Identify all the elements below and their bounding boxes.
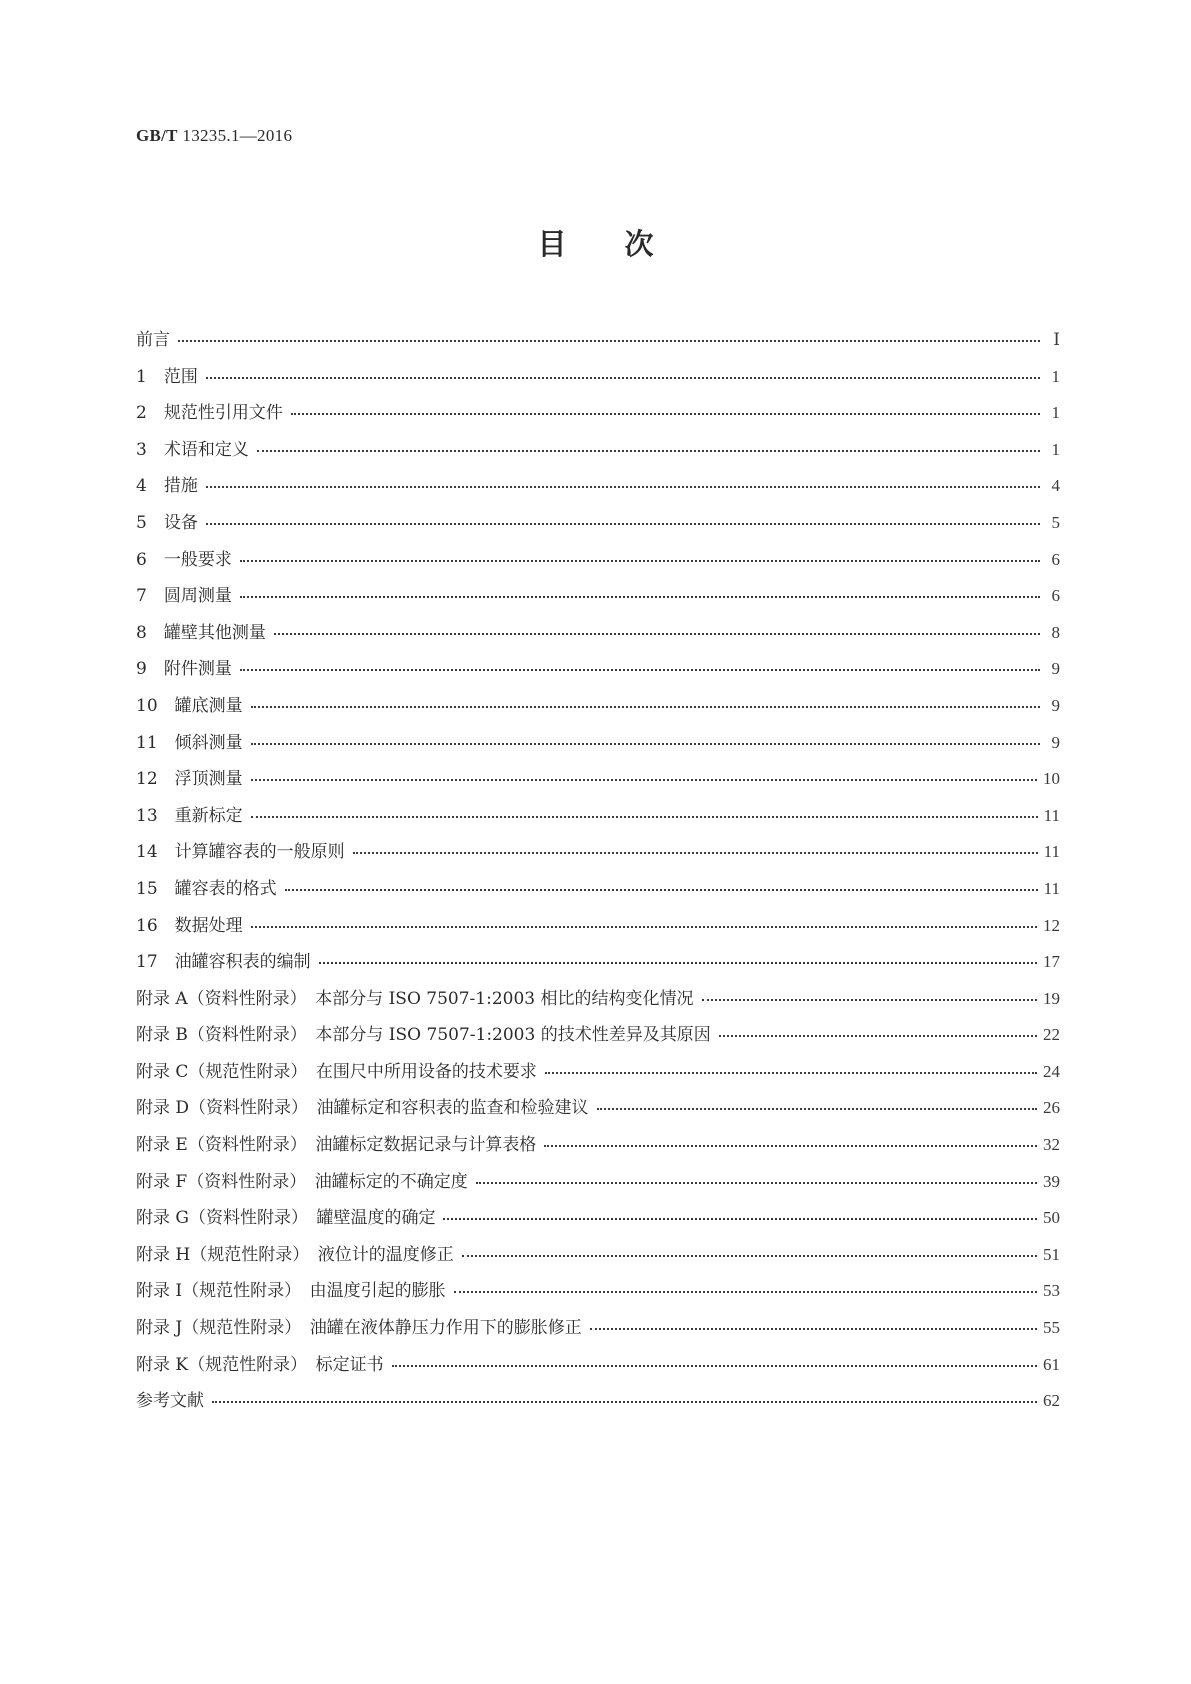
toc-entry-title: 参考文献 — [136, 1391, 204, 1412]
toc-entry-page-number: 32 — [1043, 1135, 1060, 1155]
toc-entry[interactable] — [136, 1317, 1060, 1354]
toc-entry-title: 附录 C（规范性附录） 在围尺中所用设备的技术要求 — [136, 1061, 537, 1082]
dot-leader — [353, 851, 1038, 854]
toc-entry[interactable] — [136, 475, 1060, 512]
toc-entry-title: 15 罐容表的格式 — [136, 878, 277, 899]
toc-entry-title: 9 附件测量 — [136, 659, 232, 680]
toc-entry[interactable] — [136, 1354, 1060, 1391]
dot-leader — [462, 1254, 1037, 1257]
toc-entry[interactable] — [136, 1390, 1060, 1427]
toc-entry-title: 附录 K（规范性附录） 标定证书 — [136, 1354, 384, 1375]
dot-leader — [240, 595, 1040, 598]
toc-entry-page-number: 51 — [1043, 1244, 1060, 1264]
toc-entry[interactable] — [136, 658, 1060, 695]
toc-entry-page-number: 1 — [1051, 439, 1060, 459]
toc-entry-page-number: 8 — [1051, 622, 1060, 642]
toc-entry[interactable] — [136, 512, 1060, 549]
toc-entry-page-number: 4 — [1051, 476, 1060, 496]
toc-entry-title: 17 油罐容积表的编制 — [136, 952, 311, 973]
toc-entry[interactable] — [136, 1207, 1060, 1244]
toc-entry-title: 附录 G（资料性附录） 罐壁温度的确定 — [136, 1208, 436, 1229]
toc-entry-title: 附录 H（规范性附录） 液位计的温度修正 — [136, 1244, 454, 1265]
toc-entry-title: 11 倾斜测量 — [136, 732, 243, 753]
toc-entry[interactable] — [136, 622, 1060, 659]
toc-entry-page-number: 55 — [1043, 1318, 1060, 1338]
dot-leader — [212, 1400, 1037, 1403]
dot-leader — [590, 1327, 1037, 1330]
toc-entry-page-number: 11 — [1043, 805, 1060, 825]
toc-entry[interactable] — [136, 1097, 1060, 1134]
toc-entry[interactable] — [136, 439, 1060, 476]
toc-entry-title: 16 数据处理 — [136, 915, 243, 936]
toc-entry-title: 附录 A（资料性附录） 本部分与 ISO 7507-1:2003 相比的结构变化情况 — [136, 988, 694, 1009]
toc-entry-title: 3 术语和定义 — [136, 439, 249, 460]
toc-entry-page-number: 6 — [1051, 586, 1060, 606]
toc-entry-page-number: 39 — [1043, 1171, 1060, 1191]
standard-number: 13235.1—2016 — [182, 126, 293, 145]
dot-leader — [285, 888, 1038, 891]
toc-entry-page-number: 1 — [1051, 366, 1060, 386]
dot-leader — [206, 376, 1040, 379]
toc-entry[interactable] — [136, 951, 1060, 988]
toc-entry-page-number: 9 — [1051, 695, 1060, 715]
toc-entry-title: 前言 — [136, 330, 170, 350]
toc-entry[interactable] — [136, 768, 1060, 805]
toc-entry[interactable] — [136, 1024, 1060, 1061]
toc-entry-title: 12 浮顶测量 — [136, 769, 243, 790]
toc-entry-page-number: 53 — [1043, 1281, 1060, 1301]
dot-leader — [240, 559, 1040, 562]
toc-entry-title: 附录 E（资料性附录） 油罐标定数据记录与计算表格 — [136, 1135, 537, 1156]
dot-leader — [257, 449, 1040, 452]
toc-entry-page-number: Ⅰ — [1053, 330, 1060, 349]
toc-entry-title: 2 规范性引用文件 — [136, 403, 283, 424]
toc-entry[interactable] — [136, 988, 1060, 1025]
toc-entry[interactable] — [136, 695, 1060, 732]
toc-entry[interactable] — [136, 878, 1060, 915]
toc-entry-page-number: 11 — [1043, 842, 1060, 862]
toc-entry[interactable] — [136, 585, 1060, 622]
toc-entry-title: 14 计算罐容表的一般原则 — [136, 842, 345, 863]
toc-entry[interactable] — [136, 1280, 1060, 1317]
toc-entry-page-number: 19 — [1043, 988, 1060, 1008]
dot-leader — [319, 961, 1037, 964]
dot-leader — [206, 485, 1040, 488]
dot-leader — [392, 1364, 1037, 1367]
toc-entry[interactable] — [136, 841, 1060, 878]
dot-leader — [597, 1107, 1037, 1110]
toc-entry-page-number: 22 — [1043, 1025, 1060, 1045]
toc-entry-title: 附录 D（资料性附录） 油罐标定和容积表的监查和检验建议 — [136, 1098, 589, 1119]
dot-leader — [544, 1144, 1037, 1147]
toc-entry-page-number: 1 — [1051, 403, 1060, 423]
toc-entry[interactable] — [136, 805, 1060, 842]
toc-entry-title: 10 罐底测量 — [136, 695, 243, 716]
toc-entry-title: 附录 B（资料性附录） 本部分与 ISO 7507-1:2003 的技术性差异及其原因 — [136, 1025, 711, 1046]
toc-entry-title: 8 罐壁其他测量 — [136, 622, 266, 643]
dot-leader — [443, 1217, 1037, 1220]
toc-entry-title: 4 措施 — [136, 476, 198, 497]
dot-leader — [251, 705, 1040, 708]
dot-leader — [251, 815, 1038, 818]
dot-leader — [291, 412, 1040, 415]
dot-leader — [545, 1071, 1037, 1074]
toc-entry-title: 13 重新标定 — [136, 805, 243, 826]
toc-entry-page-number: 61 — [1043, 1354, 1060, 1374]
toc-entry-title: 5 设备 — [136, 512, 198, 533]
toc-entry-page-number: 9 — [1051, 732, 1060, 752]
dot-leader — [719, 1034, 1037, 1037]
toc-entry[interactable] — [136, 366, 1060, 403]
dot-leader — [178, 339, 1040, 342]
toc-entry-page-number: 62 — [1043, 1391, 1060, 1411]
toc-entry-title: 附录 J（规范性附录） 油罐在液体静压力作用下的膨胀修正 — [136, 1318, 582, 1339]
toc-entry[interactable] — [136, 1244, 1060, 1281]
dot-leader — [251, 778, 1037, 781]
toc-entry-page-number: 50 — [1043, 1208, 1060, 1228]
dot-leader — [702, 998, 1037, 1001]
toc-entry[interactable] — [136, 1134, 1060, 1171]
toc-entry-page-number: 24 — [1043, 1061, 1060, 1081]
dot-leader — [274, 632, 1040, 635]
dot-leader — [240, 668, 1040, 671]
toc-entry-page-number: 11 — [1043, 878, 1060, 898]
document-number — [136, 126, 292, 146]
toc-entry-title: 附录 I（规范性附录） 由温度引起的膨胀 — [136, 1281, 446, 1302]
standard-code: GB/T — [136, 126, 178, 145]
toc-entry-page-number: 5 — [1051, 512, 1060, 532]
toc-entry[interactable] — [136, 329, 1060, 366]
toc-entry[interactable] — [136, 402, 1060, 439]
page-title: 目次 — [537, 227, 712, 261]
toc-entry[interactable] — [136, 915, 1060, 952]
toc-entry[interactable] — [136, 1061, 1060, 1098]
toc-entry-title: 7 圆周测量 — [136, 586, 232, 607]
toc-entry-title: 6 一般要求 — [136, 549, 232, 570]
toc-entry[interactable] — [136, 549, 1060, 586]
toc-entry-page-number: 6 — [1051, 549, 1060, 569]
toc-entry[interactable] — [136, 1171, 1060, 1208]
toc-entry-page-number: 12 — [1043, 915, 1060, 935]
table-of-contents — [136, 329, 1060, 1427]
dot-leader — [454, 1290, 1037, 1293]
dot-leader — [476, 1181, 1037, 1184]
toc-entry-page-number: 17 — [1043, 952, 1060, 972]
dot-leader — [251, 742, 1040, 745]
dot-leader — [251, 925, 1037, 928]
toc-entry-page-number: 26 — [1043, 1098, 1060, 1118]
toc-entry-page-number: 9 — [1051, 659, 1060, 679]
toc-entry-title: 附录 F（资料性附录） 油罐标定的不确定度 — [136, 1171, 468, 1192]
toc-entry-page-number: 10 — [1043, 769, 1060, 789]
dot-leader — [206, 522, 1040, 525]
toc-entry-title: 1 范围 — [136, 366, 198, 387]
toc-entry[interactable] — [136, 732, 1060, 769]
